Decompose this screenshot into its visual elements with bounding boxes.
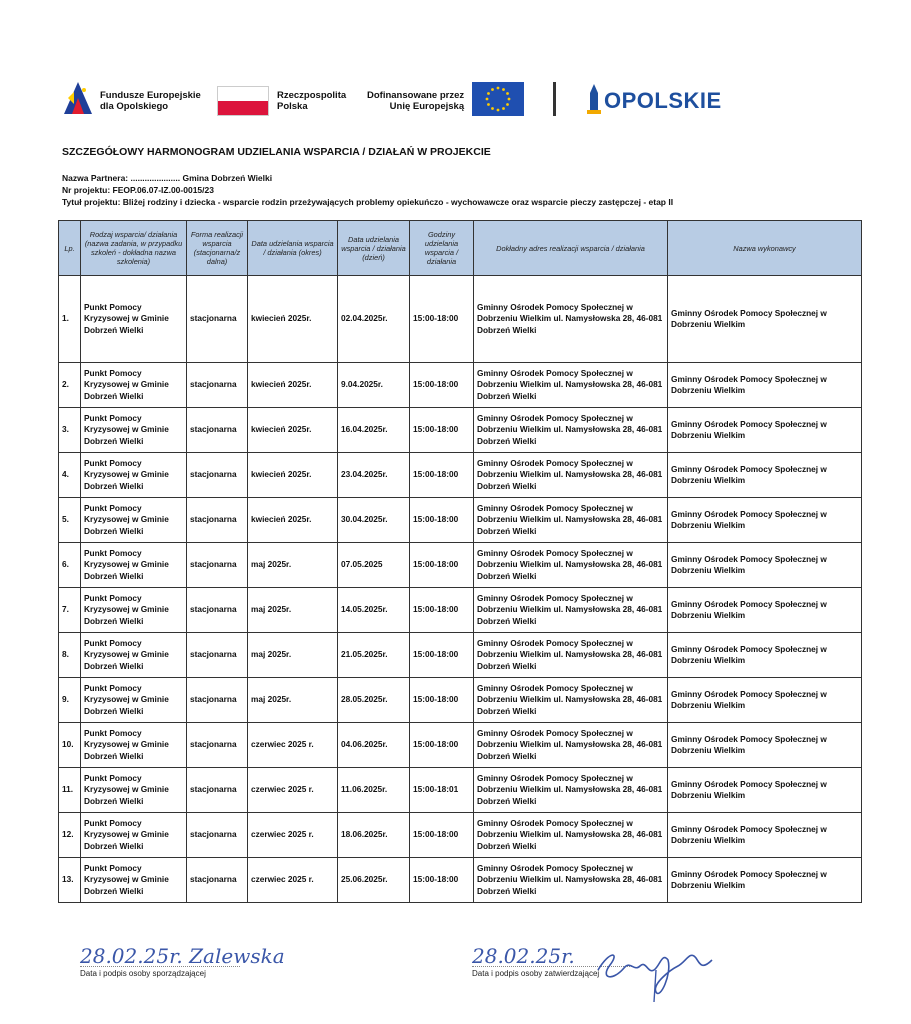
table-row xyxy=(59,633,862,678)
cell-lp: 4. xyxy=(59,453,81,498)
cell-okres: maj 2025r. xyxy=(248,588,338,633)
cell-rodzaj: Punkt Pomocy Kryzysowej w Gminie Dobrzeń Wielki xyxy=(81,543,187,588)
cell-forma: stacjonarna xyxy=(187,276,248,363)
cell-rodzaj: Punkt Pomocy Kryzysowej w Gminie Dobrzeń Wielki xyxy=(81,408,187,453)
preparer-caption: Data i podpis osoby sporządzającej xyxy=(80,969,206,978)
eu-star-icon xyxy=(506,92,509,95)
table-row xyxy=(59,363,862,408)
table-row xyxy=(59,813,862,858)
cell-forma: stacjonarna xyxy=(187,408,248,453)
cell-adres: Gminny Ośrodek Pomocy Społecznej w Dobrzeniu Wielkim ul. Namysłowska 28, 46-081 Dobrzeń Wielki xyxy=(474,678,668,723)
project-number: Nr projektu: FEOP.06.07-IZ.00-0015/23 xyxy=(62,185,214,195)
cell-adres: Gminny Ośrodek Pomocy Społecznej w Dobrzeniu Wielkim ul. Namysłowska 28, 46-081 Dobrzeń Wielki xyxy=(474,453,668,498)
cell-okres: kwiecień 2025r. xyxy=(248,408,338,453)
table-row xyxy=(59,678,862,723)
header-lp: Lp. xyxy=(59,221,81,276)
table-row xyxy=(59,723,862,768)
table-row xyxy=(59,768,862,813)
cell-wykonawca: Gminny Ośrodek Pomocy Społecznej w Dobrzeniu Wielkim xyxy=(668,723,862,768)
cell-wykonawca: Gminny Ośrodek Pomocy Społecznej w Dobrzeniu Wielkim xyxy=(668,363,862,408)
logos-bar xyxy=(62,78,762,128)
cell-forma: stacjonarna xyxy=(187,813,248,858)
cell-forma: stacjonarna xyxy=(187,543,248,588)
approver-caption: Data i podpis osoby zatwierdzającej xyxy=(472,969,600,978)
cell-dzien: 9.04.2025r. xyxy=(338,363,410,408)
cell-rodzaj: Punkt Pomocy Kryzysowej w Gminie Dobrzeń Wielki xyxy=(81,633,187,678)
cell-adres: Gminny Ośrodek Pomocy Społecznej w Dobrzeniu Wielkim ul. Namysłowska 28, 46-081 Dobrzeń Wielki xyxy=(474,498,668,543)
cell-forma: stacjonarna xyxy=(187,768,248,813)
cell-godziny: 15:00-18:00 xyxy=(410,813,474,858)
cell-okres: czerwiec 2025 r. xyxy=(248,813,338,858)
cell-adres: Gminny Ośrodek Pomocy Społecznej w Dobrzeniu Wielkim ul. Namysłowska 28, 46-081 Dobrzeń Wielki xyxy=(474,543,668,588)
opolskie-tower-icon xyxy=(587,84,601,114)
table-row xyxy=(59,588,862,633)
cell-wykonawca: Gminny Ośrodek Pomocy Społecznej w Dobrzeniu Wielkim xyxy=(668,858,862,903)
cell-okres: czerwiec 2025 r. xyxy=(248,768,338,813)
cell-wykonawca: Gminny Ośrodek Pomocy Społecznej w Dobrzeniu Wielkim xyxy=(668,813,862,858)
cell-wykonawca: Gminny Ośrodek Pomocy Społecznej w Dobrzeniu Wielkim xyxy=(668,543,862,588)
eu-star-icon xyxy=(506,103,509,106)
cell-rodzaj: Punkt Pomocy Kryzysowej w Gminie Dobrzeń Wielki xyxy=(81,768,187,813)
eu-flag-icon xyxy=(472,82,524,116)
eu-star-icon xyxy=(508,98,511,101)
cell-forma: stacjonarna xyxy=(187,363,248,408)
cell-lp: 1. xyxy=(59,276,81,363)
cell-godziny: 15:00-18:00 xyxy=(410,498,474,543)
cell-lp: 13. xyxy=(59,858,81,903)
cell-wykonawca: Gminny Ośrodek Pomocy Społecznej w Dobrzeniu Wielkim xyxy=(668,276,862,363)
header-rodzaj: Rodzaj wsparcia/ działania (nazwa zadania, w przypadku szkoleń - dokładna nazwa szkolenia) xyxy=(81,221,187,276)
cell-godziny: 15:00-18:00 xyxy=(410,588,474,633)
cell-rodzaj: Punkt Pomocy Kryzysowej w Gminie Dobrzeń Wielki xyxy=(81,858,187,903)
signature-preparer xyxy=(80,944,285,978)
cell-adres: Gminny Ośrodek Pomocy Społecznej w Dobrzeniu Wielkim ul. Namysłowska 28, 46-081 Dobrzeń Wielki xyxy=(474,408,668,453)
cell-okres: czerwiec 2025 r. xyxy=(248,858,338,903)
cell-adres: Gminny Ośrodek Pomocy Społecznej w Dobrzeniu Wielkim ul. Namysłowska 28, 46-081 Dobrzeń Wielki xyxy=(474,588,668,633)
cell-lp: 10. xyxy=(59,723,81,768)
cell-godziny: 15:00-18:00 xyxy=(410,678,474,723)
cell-lp: 12. xyxy=(59,813,81,858)
cell-okres: kwiecień 2025r. xyxy=(248,276,338,363)
cell-dzien: 02.04.2025r. xyxy=(338,276,410,363)
cell-rodzaj: Punkt Pomocy Kryzysowej w Gminie Dobrzeń Wielki xyxy=(81,453,187,498)
cell-dzien: 23.04.2025r. xyxy=(338,453,410,498)
cell-okres: maj 2025r. xyxy=(248,633,338,678)
cell-godziny: 15:00-18:00 xyxy=(410,543,474,588)
table-row xyxy=(59,543,862,588)
logo-divider xyxy=(553,82,556,116)
cell-godziny: 15:00-18:00 xyxy=(410,453,474,498)
cell-wykonawca: Gminny Ośrodek Pomocy Społecznej w Dobrzeniu Wielkim xyxy=(668,633,862,678)
preparer-handwriting: 28.02.25r. Zalewska xyxy=(80,944,285,968)
cell-forma: stacjonarna xyxy=(187,498,248,543)
cell-forma: stacjonarna xyxy=(187,588,248,633)
cell-godziny: 15:00-18:00 xyxy=(410,408,474,453)
fundusze-europejskie-label: Fundusze Europejskie dla Opolskiego xyxy=(100,90,201,112)
eu-star-icon xyxy=(497,87,500,90)
cell-rodzaj: Punkt Pomocy Kryzysowej w Gminie Dobrzeń Wielki xyxy=(81,813,187,858)
cell-wykonawca: Gminny Ośrodek Pomocy Społecznej w Dobrzeniu Wielkim xyxy=(668,588,862,633)
cell-forma: stacjonarna xyxy=(187,723,248,768)
cell-wykonawca: Gminny Ośrodek Pomocy Społecznej w Dobrzeniu Wielkim xyxy=(668,408,862,453)
header-dzien: Data udzielania wsparcia / działania (dzień) xyxy=(338,221,410,276)
cell-forma: stacjonarna xyxy=(187,678,248,723)
cell-rodzaj: Punkt Pomocy Kryzysowej w Gminie Dobrzeń Wielki xyxy=(81,723,187,768)
opolskie-logo-text: OPOLSKIE xyxy=(604,88,722,113)
partner-name: Nazwa Partnera: ..................... Gmina Dobrzeń Wielki xyxy=(62,173,273,183)
cell-adres: Gminny Ośrodek Pomocy Społecznej w Dobrzeniu Wielkim ul. Namysłowska 28, 46-081 Dobrzeń Wielki xyxy=(474,768,668,813)
cell-godziny: 15:00-18:00 xyxy=(410,363,474,408)
cell-lp: 3. xyxy=(59,408,81,453)
eu-star-icon xyxy=(487,92,490,95)
cell-okres: maj 2025r. xyxy=(248,678,338,723)
cell-lp: 8. xyxy=(59,633,81,678)
eu-star-icon xyxy=(502,107,505,110)
cell-lp: 7. xyxy=(59,588,81,633)
header-okres: Data udzielania wsparcia / działania (okres) xyxy=(248,221,338,276)
cell-dzien: 11.06.2025r. xyxy=(338,768,410,813)
eu-star-icon xyxy=(487,103,490,106)
cell-adres: Gminny Ośrodek Pomocy Społecznej w Dobrzeniu Wielkim ul. Namysłowska 28, 46-081 Dobrzeń Wielki xyxy=(474,813,668,858)
cell-okres: kwiecień 2025r. xyxy=(248,498,338,543)
eu-funding-label: Dofinansowane przez Unię Europejską xyxy=(367,90,465,112)
document-title: SZCZEGÓŁOWY HARMONOGRAM UDZIELANIA WSPARCIA / DZIAŁAŃ W PROJEKCIE xyxy=(62,146,491,158)
cell-rodzaj: Punkt Pomocy Kryzysowej w Gminie Dobrzeń Wielki xyxy=(81,276,187,363)
table-row xyxy=(59,276,862,363)
cell-lp: 2. xyxy=(59,363,81,408)
cell-dzien: 04.06.2025r. xyxy=(338,723,410,768)
cell-lp: 6. xyxy=(59,543,81,588)
header-godziny: Godziny udzielania wsparcia / działania xyxy=(410,221,474,276)
cell-lp: 9. xyxy=(59,678,81,723)
header-forma: Forma realizacji wsparcia (stacjonarna/z dalna) xyxy=(187,221,248,276)
cell-wykonawca: Gminny Ośrodek Pomocy Społecznej w Dobrzeniu Wielkim xyxy=(668,678,862,723)
fundusze-europejskie-logo-icon xyxy=(62,80,94,116)
cell-godziny: 15:00-18:00 xyxy=(410,723,474,768)
cell-adres: Gminny Ośrodek Pomocy Społecznej w Dobrzeniu Wielkim ul. Namysłowska 28, 46-081 Dobrzeń Wielki xyxy=(474,276,668,363)
cell-adres: Gminny Ośrodek Pomocy Społecznej w Dobrzeniu Wielkim ul. Namysłowska 28, 46-081 Dobrzeń Wielki xyxy=(474,858,668,903)
cell-dzien: 21.05.2025r. xyxy=(338,633,410,678)
cell-rodzaj: Punkt Pomocy Kryzysowej w Gminie Dobrzeń Wielki xyxy=(81,498,187,543)
eu-star-icon xyxy=(486,98,489,101)
cell-adres: Gminny Ośrodek Pomocy Społecznej w Dobrzeniu Wielkim ul. Namysłowska 28, 46-081 Dobrzeń Wielki xyxy=(474,363,668,408)
rzeczpospolita-label: Rzeczpospolita Polska xyxy=(277,90,347,112)
table-row xyxy=(59,498,862,543)
cell-forma: stacjonarna xyxy=(187,453,248,498)
cell-dzien: 25.06.2025r. xyxy=(338,858,410,903)
table-row xyxy=(59,408,862,453)
cell-rodzaj: Punkt Pomocy Kryzysowej w Gminie Dobrzeń Wielki xyxy=(81,678,187,723)
eu-star-icon xyxy=(491,88,494,91)
cell-forma: stacjonarna xyxy=(187,633,248,678)
project-title: Tytuł projektu: Bliżej rodziny i dziecka - wsparcie rodzin przeżywających problemy opiekuńczo - wychowawcze oraz wsparcie pieczy zastępczej - etap II xyxy=(62,197,674,207)
cell-adres: Gminny Ośrodek Pomocy Społecznej w Dobrzeniu Wielkim ul. Namysłowska 28, 46-081 Dobrzeń Wielki xyxy=(474,723,668,768)
eu-star-icon xyxy=(502,88,505,91)
approver-signature-icon xyxy=(590,930,720,1005)
header-wykonawca: Nazwa wykonawcy xyxy=(668,221,862,276)
cell-lp: 11. xyxy=(59,768,81,813)
schedule-table xyxy=(58,220,862,903)
cell-dzien: 28.05.2025r. xyxy=(338,678,410,723)
cell-rodzaj: Punkt Pomocy Kryzysowej w Gminie Dobrzeń Wielki xyxy=(81,363,187,408)
cell-lp: 5. xyxy=(59,498,81,543)
cell-dzien: 14.05.2025r. xyxy=(338,588,410,633)
cell-okres: maj 2025r. xyxy=(248,543,338,588)
table-header-row xyxy=(59,221,862,276)
cell-dzien: 30.04.2025r. xyxy=(338,498,410,543)
eu-star-icon xyxy=(491,107,494,110)
cell-okres: kwiecień 2025r. xyxy=(248,363,338,408)
table-row xyxy=(59,858,862,903)
cell-forma: stacjonarna xyxy=(187,858,248,903)
cell-godziny: 15:00-18:00 xyxy=(410,633,474,678)
cell-godziny: 15:00-18:01 xyxy=(410,768,474,813)
cell-adres: Gminny Ośrodek Pomocy Społecznej w Dobrzeniu Wielkim ul. Namysłowska 28, 46-081 Dobrzeń Wielki xyxy=(474,633,668,678)
eu-star-icon xyxy=(497,109,500,112)
header-adres: Dokładny adres realizacji wsparcia / działania xyxy=(474,221,668,276)
cell-wykonawca: Gminny Ośrodek Pomocy Społecznej w Dobrzeniu Wielkim xyxy=(668,498,862,543)
table-row xyxy=(59,453,862,498)
cell-wykonawca: Gminny Ośrodek Pomocy Społecznej w Dobrzeniu Wielkim xyxy=(668,768,862,813)
cell-okres: kwiecień 2025r. xyxy=(248,453,338,498)
cell-godziny: 15:00-18:00 xyxy=(410,276,474,363)
cell-dzien: 16.04.2025r. xyxy=(338,408,410,453)
cell-wykonawca: Gminny Ośrodek Pomocy Społecznej w Dobrzeniu Wielkim xyxy=(668,453,862,498)
cell-dzien: 07.05.2025 xyxy=(338,543,410,588)
cell-dzien: 18.06.2025r. xyxy=(338,813,410,858)
polish-flag-icon xyxy=(217,86,269,116)
cell-godziny: 15:00-18:00 xyxy=(410,858,474,903)
cell-rodzaj: Punkt Pomocy Kryzysowej w Gminie Dobrzeń Wielki xyxy=(81,588,187,633)
approver-handwriting: 28.02.25r. xyxy=(472,944,575,968)
cell-okres: czerwiec 2025 r. xyxy=(248,723,338,768)
